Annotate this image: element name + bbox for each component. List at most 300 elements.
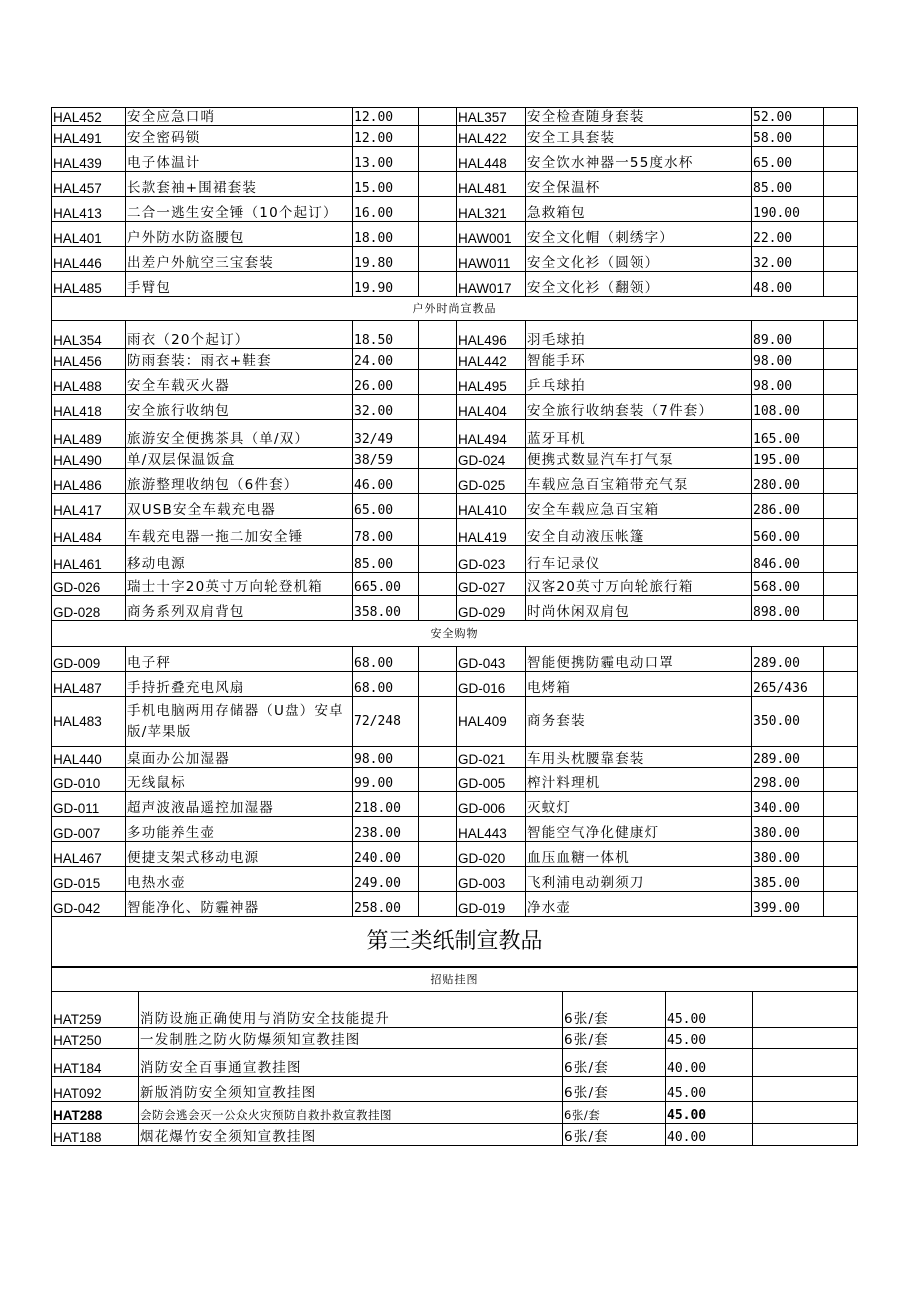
item-price: 65.00 xyxy=(353,494,419,519)
item-code: HAL410 xyxy=(457,494,526,519)
item-code: HAL489 xyxy=(52,420,126,448)
item-note xyxy=(824,697,858,747)
item-price: 18.50 xyxy=(353,321,419,349)
item-price: 195.00 xyxy=(752,448,824,469)
item-name: 多功能养生壶 xyxy=(126,817,353,842)
item-name: 旅游整理收纳包（6件套） xyxy=(126,469,353,494)
item-price: 358.00 xyxy=(353,596,419,621)
section-header-outdoor-label: 户外时尚宣教品 xyxy=(52,297,858,321)
poster-price: 45.00 xyxy=(666,1102,753,1124)
item-note xyxy=(419,222,457,247)
table-row xyxy=(52,222,858,247)
item-name: 安全密码锁 xyxy=(126,126,353,147)
item-name: 安全旅行收纳套装（7件套） xyxy=(526,395,752,420)
item-code: HAL483 xyxy=(52,697,126,747)
item-code: HAL452 xyxy=(52,108,126,126)
item-note xyxy=(419,469,457,494)
table-row xyxy=(52,892,858,917)
poster-pack: 6张/套 xyxy=(563,1049,666,1077)
table-row xyxy=(52,768,858,792)
poster-name: 烟花爆竹安全须知宣教挂图 xyxy=(139,1124,563,1146)
item-code: GD-010 xyxy=(52,768,126,792)
item-price: 289.00 xyxy=(752,647,824,672)
item-price: 238.00 xyxy=(353,817,419,842)
poster-pack: 6张/套 xyxy=(563,992,666,1028)
table-row xyxy=(52,747,858,768)
item-price: 85.00 xyxy=(353,546,419,573)
poster-note xyxy=(753,1077,858,1102)
section-header-shopping xyxy=(52,621,858,647)
item-note xyxy=(824,747,858,768)
table-row xyxy=(52,992,858,1028)
poster-pack: 6张/套 xyxy=(563,1102,666,1124)
item-code: GD-043 xyxy=(457,647,526,672)
item-price: 399.00 xyxy=(752,892,824,917)
item-code: GD-005 xyxy=(457,768,526,792)
item-name: 行车记录仪 xyxy=(526,546,752,573)
item-code: GD-025 xyxy=(457,469,526,494)
item-name: 电烤箱 xyxy=(526,672,752,697)
item-price: 258.00 xyxy=(353,892,419,917)
item-code: HAW001 xyxy=(457,222,526,247)
table-row xyxy=(52,420,858,448)
item-price: 68.00 xyxy=(353,647,419,672)
item-note xyxy=(824,247,858,272)
item-name: 智能净化、防霾神器 xyxy=(126,892,353,917)
item-price: 72/248 xyxy=(353,697,419,747)
item-price: 108.00 xyxy=(752,395,824,420)
item-code: HAL439 xyxy=(52,147,126,172)
item-name: 急救箱包 xyxy=(526,197,752,222)
item-code: GD-019 xyxy=(457,892,526,917)
table-row xyxy=(52,272,858,297)
item-note xyxy=(824,768,858,792)
item-note xyxy=(824,672,858,697)
poster-pack: 6张/套 xyxy=(563,1124,666,1146)
item-price: 65.00 xyxy=(752,147,824,172)
item-note xyxy=(824,147,858,172)
item-code: GD-024 xyxy=(457,448,526,469)
item-name: 单/双层保温饭盒 xyxy=(126,448,353,469)
item-name: 榨汁料理机 xyxy=(526,768,752,792)
item-note xyxy=(419,647,457,672)
section-header-shopping-label: 安全购物 xyxy=(52,621,858,647)
item-name: 手机电脑两用存储器（U盘）安卓版/苹果版 xyxy=(126,697,353,747)
item-note xyxy=(419,867,457,892)
poster-note xyxy=(753,1102,858,1124)
item-note xyxy=(419,697,457,747)
item-name: 车载应急百宝箱带充气泵 xyxy=(526,469,752,494)
item-note xyxy=(824,792,858,817)
item-price: 16.00 xyxy=(353,197,419,222)
item-note xyxy=(419,349,457,370)
table-row xyxy=(52,370,858,395)
item-code: HAL448 xyxy=(457,147,526,172)
poster-table xyxy=(51,967,858,1146)
item-note xyxy=(419,494,457,519)
item-name: 智能便携防霾电动口罩 xyxy=(526,647,752,672)
item-name: 安全饮水神器一55度水杯 xyxy=(526,147,752,172)
item-price: 32.00 xyxy=(752,247,824,272)
item-code: GD-011 xyxy=(52,792,126,817)
item-name: 瑞士十字20英寸万向轮登机箱 xyxy=(126,573,353,596)
item-code: GD-020 xyxy=(457,842,526,867)
item-note xyxy=(824,573,858,596)
table-row xyxy=(52,147,858,172)
table-row xyxy=(52,596,858,621)
table-row xyxy=(52,494,858,519)
item-price: 19.80 xyxy=(353,247,419,272)
item-price: 265/436 xyxy=(752,672,824,697)
item-code: HAL418 xyxy=(52,395,126,420)
table-row xyxy=(52,1028,858,1049)
item-code: HAL486 xyxy=(52,469,126,494)
item-name: 飞利浦电动剃须刀 xyxy=(526,867,752,892)
table-row xyxy=(52,647,858,672)
item-code: HAL491 xyxy=(52,126,126,147)
item-code: HAL467 xyxy=(52,842,126,867)
item-code: HAL457 xyxy=(52,172,126,197)
item-code: HAL409 xyxy=(457,697,526,747)
item-note xyxy=(824,647,858,672)
item-code: HAL443 xyxy=(457,817,526,842)
item-note xyxy=(824,892,858,917)
item-price: 26.00 xyxy=(353,370,419,395)
item-note xyxy=(824,420,858,448)
table-row xyxy=(52,172,858,197)
item-note xyxy=(824,519,858,546)
item-code: GD-028 xyxy=(52,596,126,621)
item-code: HAL446 xyxy=(52,247,126,272)
item-code: HAW011 xyxy=(457,247,526,272)
item-note xyxy=(419,768,457,792)
item-price: 98.00 xyxy=(752,349,824,370)
table-row xyxy=(52,1102,858,1124)
item-name: 超声波液晶遥控加湿器 xyxy=(126,792,353,817)
item-note xyxy=(824,494,858,519)
category-title-paper-label: 第三类纸制宣教品 xyxy=(52,917,858,967)
item-note xyxy=(824,197,858,222)
item-note xyxy=(419,672,457,697)
item-name: 手臂包 xyxy=(126,272,353,297)
item-name: 电子体温计 xyxy=(126,147,353,172)
item-price: 380.00 xyxy=(752,842,824,867)
item-name: 移动电源 xyxy=(126,546,353,573)
item-note xyxy=(419,842,457,867)
price-list-sheet xyxy=(51,107,857,1146)
item-code: HAL357 xyxy=(457,108,526,126)
item-name: 便捷支架式移动电源 xyxy=(126,842,353,867)
table-row xyxy=(52,1077,858,1102)
table-row xyxy=(52,817,858,842)
item-name: 便携式数显汽车打气泵 xyxy=(526,448,752,469)
item-price: 298.00 xyxy=(752,768,824,792)
item-price: 78.00 xyxy=(353,519,419,546)
item-price: 98.00 xyxy=(353,747,419,768)
item-price: 240.00 xyxy=(353,842,419,867)
table-row xyxy=(52,395,858,420)
table-row xyxy=(52,842,858,867)
item-price: 12.00 xyxy=(353,108,419,126)
item-note xyxy=(419,108,457,126)
item-price: 560.00 xyxy=(752,519,824,546)
item-name: 长款套袖+围裙套装 xyxy=(126,172,353,197)
item-name: 乒乓球拍 xyxy=(526,370,752,395)
item-name: 净水壶 xyxy=(526,892,752,917)
item-name: 血压血糖一体机 xyxy=(526,842,752,867)
item-note xyxy=(824,321,858,349)
item-name: 汉客20英寸万向轮旅行箱 xyxy=(526,573,752,596)
item-price: 350.00 xyxy=(752,697,824,747)
item-price: 58.00 xyxy=(752,126,824,147)
item-note xyxy=(419,546,457,573)
section-header-posters xyxy=(52,968,858,992)
poster-code: HAT188 xyxy=(52,1124,139,1146)
item-code: GD-006 xyxy=(457,792,526,817)
table-row xyxy=(52,197,858,222)
poster-code: HAT092 xyxy=(52,1077,139,1102)
item-price: 898.00 xyxy=(752,596,824,621)
item-name: 安全文化衫（圆领） xyxy=(526,247,752,272)
item-price: 32/49 xyxy=(353,420,419,448)
item-note xyxy=(419,519,457,546)
item-price: 846.00 xyxy=(752,546,824,573)
item-price: 22.00 xyxy=(752,222,824,247)
item-note xyxy=(824,469,858,494)
poster-note xyxy=(753,992,858,1028)
table-row xyxy=(52,448,858,469)
item-name: 蓝牙耳机 xyxy=(526,420,752,448)
table-row xyxy=(52,108,858,126)
table-row xyxy=(52,672,858,697)
poster-name: 会防会逃会灭一公众火灾预防自救扑救宣教挂图 xyxy=(139,1102,563,1124)
item-code: GD-042 xyxy=(52,892,126,917)
item-price: 48.00 xyxy=(752,272,824,297)
item-code: HAL456 xyxy=(52,349,126,370)
table-row xyxy=(52,1049,858,1077)
item-note xyxy=(824,349,858,370)
item-code: HAL321 xyxy=(457,197,526,222)
item-name: 安全检查随身套装 xyxy=(526,108,752,126)
poster-price: 45.00 xyxy=(666,1077,753,1102)
item-name: 时尚休闲双肩包 xyxy=(526,596,752,621)
item-note xyxy=(419,370,457,395)
table-row xyxy=(52,126,858,147)
category-title-paper xyxy=(52,917,858,967)
poster-pack: 6张/套 xyxy=(563,1028,666,1049)
item-code: HAL413 xyxy=(52,197,126,222)
poster-price: 45.00 xyxy=(666,992,753,1028)
item-price: 85.00 xyxy=(752,172,824,197)
item-price: 249.00 xyxy=(353,867,419,892)
item-code: HAL461 xyxy=(52,546,126,573)
item-code: GD-021 xyxy=(457,747,526,768)
item-name: 安全车载应急百宝箱 xyxy=(526,494,752,519)
item-note xyxy=(824,867,858,892)
table-row xyxy=(52,469,858,494)
item-code: HAL354 xyxy=(52,321,126,349)
item-note xyxy=(419,321,457,349)
item-code: HAL487 xyxy=(52,672,126,697)
item-price: 165.00 xyxy=(752,420,824,448)
poster-code: HAT250 xyxy=(52,1028,139,1049)
item-note xyxy=(419,792,457,817)
item-price: 52.00 xyxy=(752,108,824,126)
item-code: HAL496 xyxy=(457,321,526,349)
item-price: 385.00 xyxy=(752,867,824,892)
item-note xyxy=(824,448,858,469)
item-price: 38/59 xyxy=(353,448,419,469)
item-code: HAL495 xyxy=(457,370,526,395)
product-price-table xyxy=(51,107,858,967)
item-name: 雨衣（20个起订） xyxy=(126,321,353,349)
item-price: 89.00 xyxy=(752,321,824,349)
poster-note xyxy=(753,1049,858,1077)
item-note xyxy=(419,126,457,147)
item-name: 安全车载灭火器 xyxy=(126,370,353,395)
item-name: 手持折叠充电风扇 xyxy=(126,672,353,697)
item-code: GD-023 xyxy=(457,546,526,573)
item-code: HAL419 xyxy=(457,519,526,546)
item-name: 安全文化衫（翻领） xyxy=(526,272,752,297)
item-note xyxy=(419,573,457,596)
item-note xyxy=(824,817,858,842)
table-row xyxy=(52,546,858,573)
item-name: 安全应急口哨 xyxy=(126,108,353,126)
poster-code: HAT288 xyxy=(52,1102,139,1124)
item-price: 99.00 xyxy=(353,768,419,792)
item-name: 旅游安全便携茶具（单/双） xyxy=(126,420,353,448)
item-name: 车载充电器一拖二加安全锤 xyxy=(126,519,353,546)
poster-code: HAT184 xyxy=(52,1049,139,1077)
poster-name: 消防设施正确使用与消防安全技能提升 xyxy=(139,992,563,1028)
item-name: 智能空气净化健康灯 xyxy=(526,817,752,842)
item-name: 安全保温杯 xyxy=(526,172,752,197)
item-name: 车用头枕腰靠套装 xyxy=(526,747,752,768)
table-row xyxy=(52,792,858,817)
table-row xyxy=(52,247,858,272)
table-row xyxy=(52,867,858,892)
item-note xyxy=(824,370,858,395)
poster-price: 45.00 xyxy=(666,1028,753,1049)
table-row xyxy=(52,573,858,596)
item-code: GD-015 xyxy=(52,867,126,892)
item-note xyxy=(419,596,457,621)
poster-note xyxy=(753,1028,858,1049)
item-price: 13.00 xyxy=(353,147,419,172)
item-price: 665.00 xyxy=(353,573,419,596)
item-price: 24.00 xyxy=(353,349,419,370)
item-name: 智能手环 xyxy=(526,349,752,370)
item-code: HAL484 xyxy=(52,519,126,546)
item-price: 32.00 xyxy=(353,395,419,420)
poster-name: 一发制胜之防火防爆须知宣教挂图 xyxy=(139,1028,563,1049)
item-note xyxy=(419,448,457,469)
table-row xyxy=(52,349,858,370)
item-price: 340.00 xyxy=(752,792,824,817)
item-name: 安全自动液压帐篷 xyxy=(526,519,752,546)
item-code: HAL440 xyxy=(52,747,126,768)
poster-price: 40.00 xyxy=(666,1124,753,1146)
item-code: GD-009 xyxy=(52,647,126,672)
item-note xyxy=(824,395,858,420)
item-note xyxy=(824,222,858,247)
item-note xyxy=(419,147,457,172)
item-code: GD-003 xyxy=(457,867,526,892)
poster-price: 40.00 xyxy=(666,1049,753,1077)
item-note xyxy=(824,108,858,126)
item-note xyxy=(824,126,858,147)
item-name: 商务套装 xyxy=(526,697,752,747)
item-name: 安全旅行收纳包 xyxy=(126,395,353,420)
poster-code: HAT259 xyxy=(52,992,139,1028)
item-name: 安全工具套装 xyxy=(526,126,752,147)
item-price: 98.00 xyxy=(752,370,824,395)
section-header-outdoor xyxy=(52,297,858,321)
item-note xyxy=(824,172,858,197)
item-code: HAW017 xyxy=(457,272,526,297)
item-code: GD-029 xyxy=(457,596,526,621)
item-code: GD-016 xyxy=(457,672,526,697)
item-price: 289.00 xyxy=(752,747,824,768)
item-price: 380.00 xyxy=(752,817,824,842)
item-price: 19.90 xyxy=(353,272,419,297)
item-name: 羽毛球拍 xyxy=(526,321,752,349)
item-price: 218.00 xyxy=(353,792,419,817)
item-name: 电子秤 xyxy=(126,647,353,672)
item-note xyxy=(824,272,858,297)
item-note xyxy=(419,172,457,197)
poster-name: 消防安全百事通宣教挂图 xyxy=(139,1049,563,1077)
table-row xyxy=(52,321,858,349)
item-price: 68.00 xyxy=(353,672,419,697)
item-name: 商务系列双肩背包 xyxy=(126,596,353,621)
item-code: HAL490 xyxy=(52,448,126,469)
item-code: HAL494 xyxy=(457,420,526,448)
poster-name: 新版消防安全须知宣教挂图 xyxy=(139,1077,563,1102)
item-price: 286.00 xyxy=(752,494,824,519)
item-code: HAL485 xyxy=(52,272,126,297)
item-code: HAL442 xyxy=(457,349,526,370)
item-code: GD-027 xyxy=(457,573,526,596)
item-note xyxy=(824,546,858,573)
item-note xyxy=(419,420,457,448)
item-name: 灭蚊灯 xyxy=(526,792,752,817)
item-code: GD-026 xyxy=(52,573,126,596)
item-note xyxy=(419,395,457,420)
table-row xyxy=(52,1124,858,1146)
item-note xyxy=(824,596,858,621)
item-price: 280.00 xyxy=(752,469,824,494)
item-code: HAL417 xyxy=(52,494,126,519)
item-code: GD-007 xyxy=(52,817,126,842)
item-code: HAL481 xyxy=(457,172,526,197)
item-code: HAL401 xyxy=(52,222,126,247)
item-note xyxy=(419,747,457,768)
item-code: HAL488 xyxy=(52,370,126,395)
item-note xyxy=(419,272,457,297)
item-price: 190.00 xyxy=(752,197,824,222)
item-code: HAL404 xyxy=(457,395,526,420)
item-name: 双USB安全车载充电器 xyxy=(126,494,353,519)
item-name: 桌面办公加湿器 xyxy=(126,747,353,768)
table-row xyxy=(52,697,858,747)
item-name: 二合一逃生安全锤（10个起订） xyxy=(126,197,353,222)
item-name: 电热水壶 xyxy=(126,867,353,892)
table-row xyxy=(52,519,858,546)
item-code: HAL422 xyxy=(457,126,526,147)
item-note xyxy=(419,247,457,272)
